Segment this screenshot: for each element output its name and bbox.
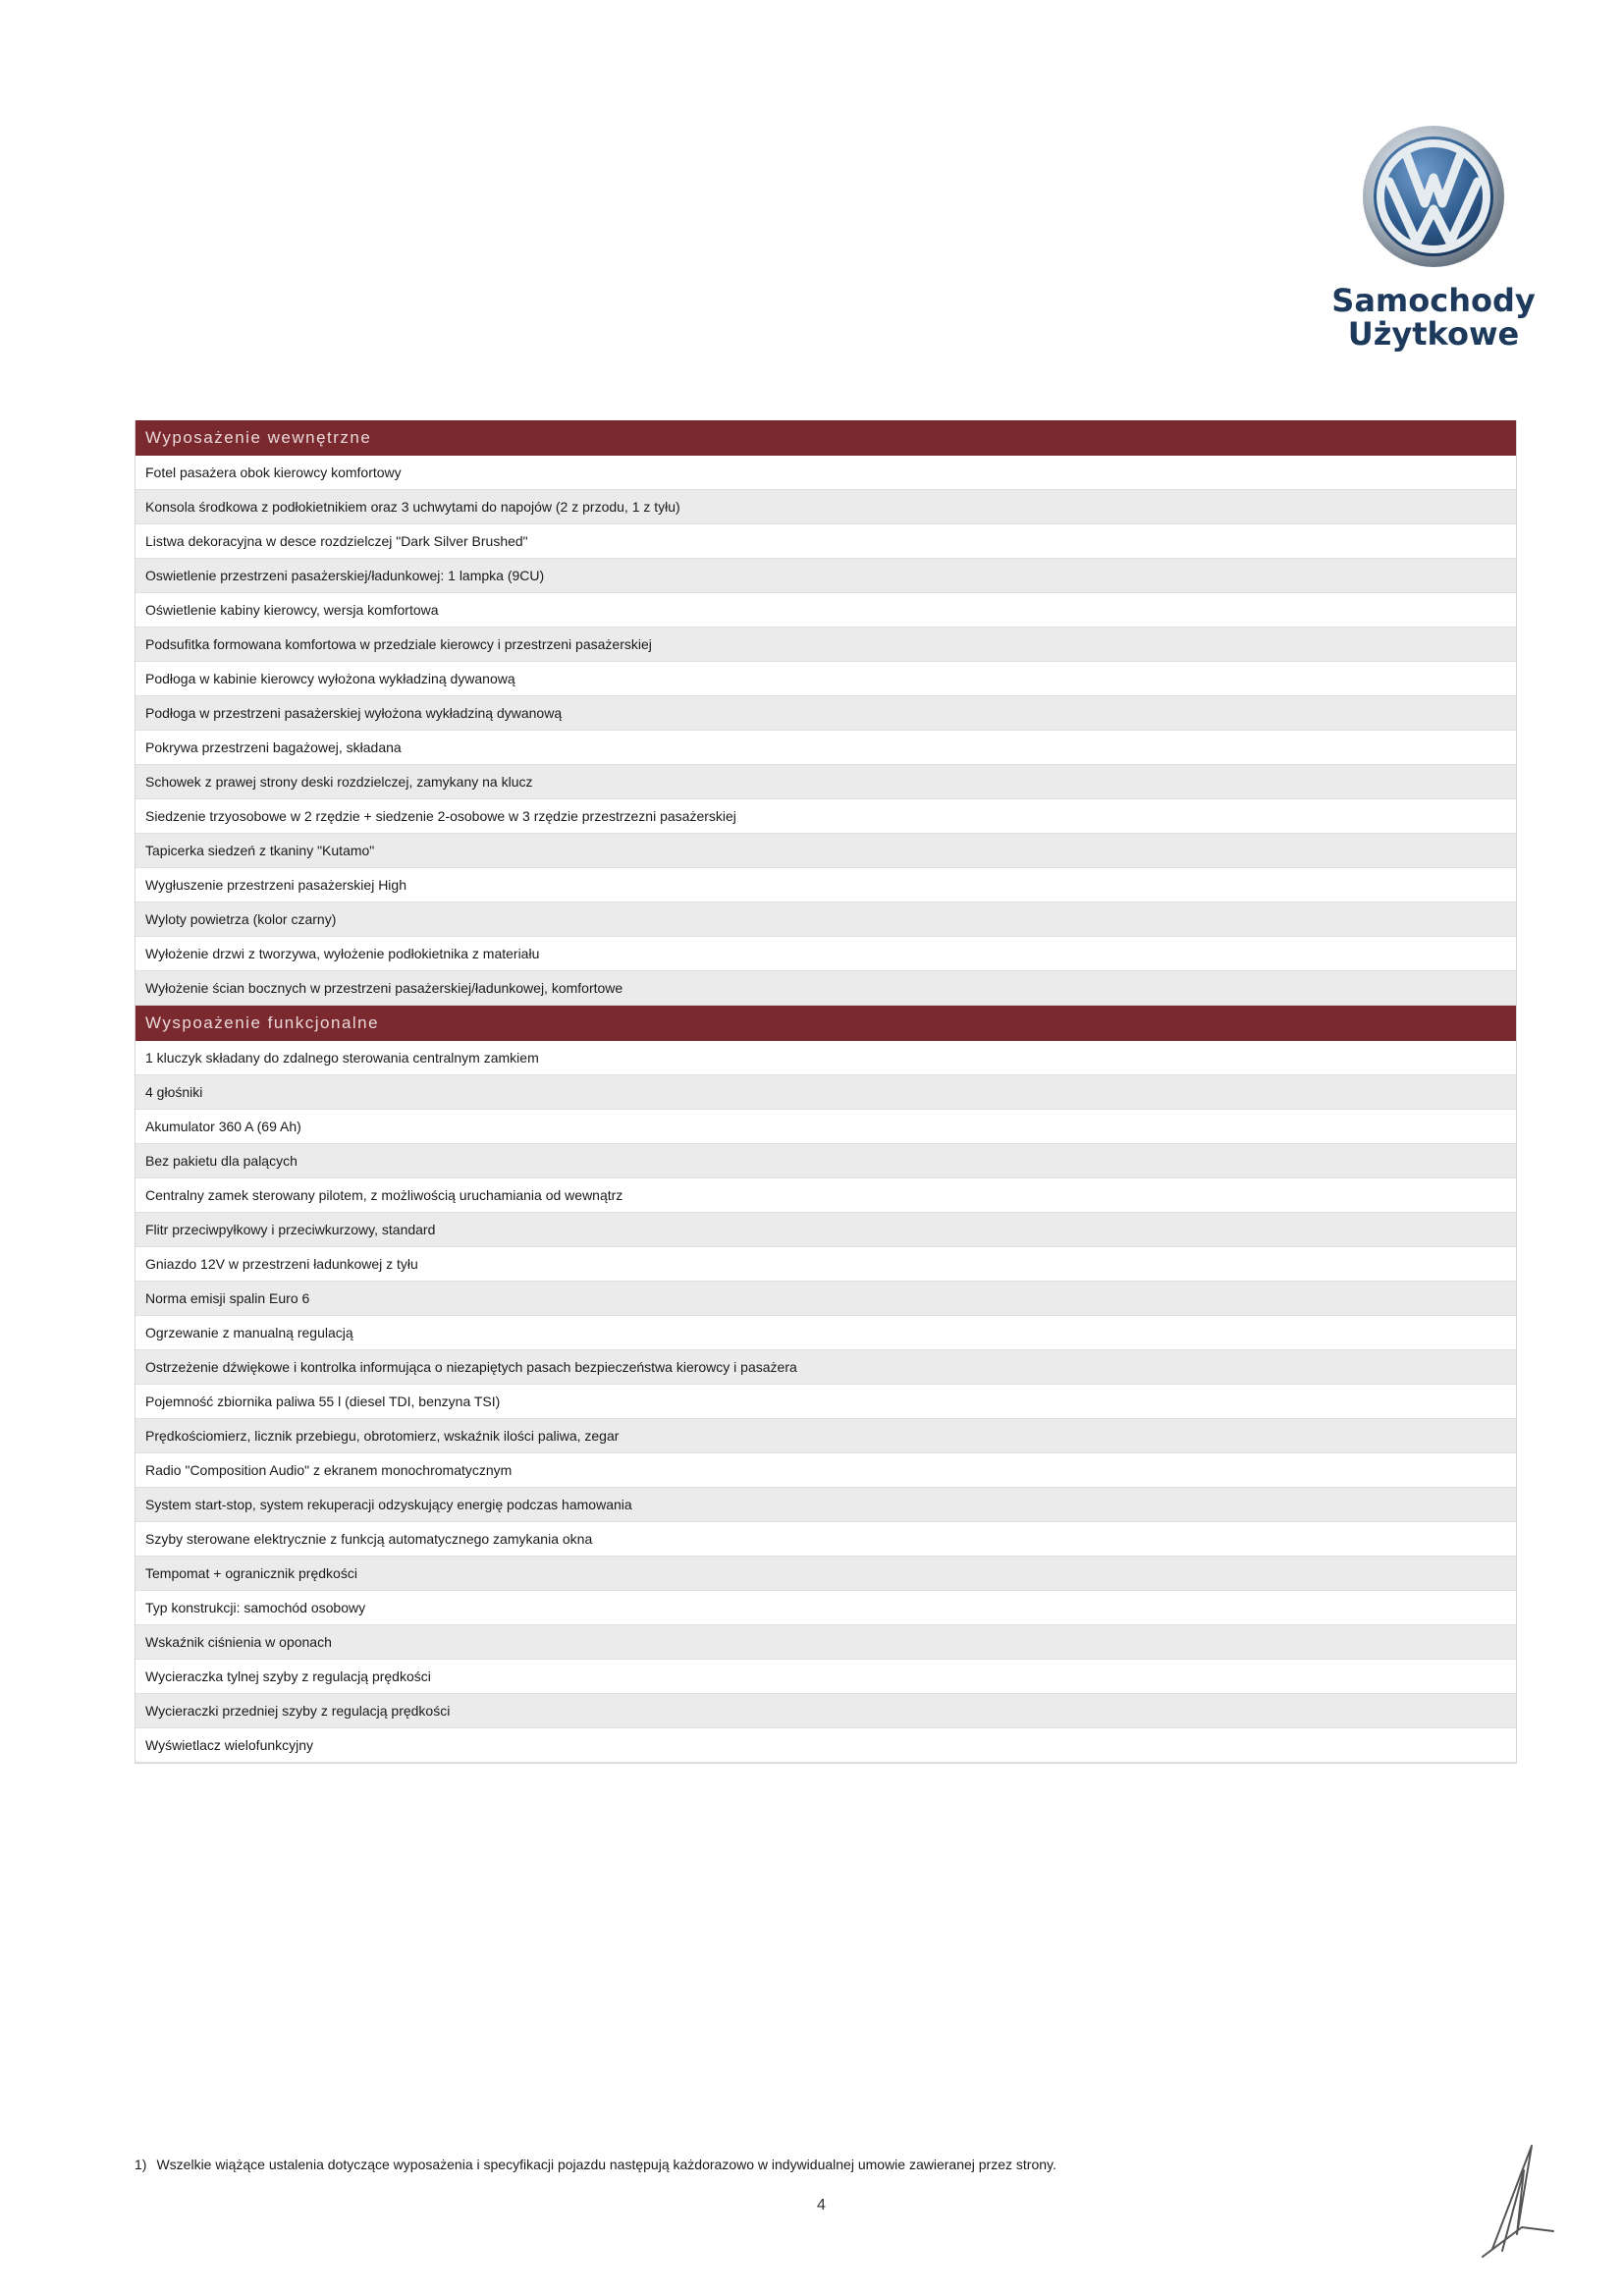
table-row: Fotel pasażera obok kierowcy komfortowy [135,456,1516,490]
table-row: Centralny zamek sterowany pilotem, z możliwością uruchamiania od wewnątrz [135,1178,1516,1213]
table-row: 4 głośniki [135,1075,1516,1110]
section-header-interior: Wyposażenie wewnętrzne [135,420,1516,456]
interior-rows [135,456,1516,1006]
table-row: Ogrzewanie z manualną regulacją [135,1316,1516,1350]
table-row: Norma emisji spalin Euro 6 [135,1282,1516,1316]
table-row: Wskaźnik ciśnienia w oponach [135,1625,1516,1660]
table-row: Wyloty powietrza (kolor czarny) [135,902,1516,937]
section-header-functional: Wyspoażenie funkcjonalne [135,1006,1516,1041]
table-row: Wycieraczki przedniej szyby z regulacją prędkości [135,1694,1516,1728]
table-row: Podłoga w przestrzeni pasażerskiej wyłożona wykładziną dywanową [135,696,1516,731]
table-row: Wyłożenie ścian bocznych w przestrzeni pasażerskiej/ładunkowej, komfortowe [135,971,1516,1006]
brand-line-1: Samochody [1331,282,1536,319]
table-row: Szyby sterowane elektrycznie z funkcją automatycznego zamykania okna [135,1522,1516,1557]
table-row: Ostrzeżenie dźwiękowe i kontrolka informująca o niezapiętych pasach bezpieczeństwa kierowcy i pasażera [135,1350,1516,1385]
table-row: Gniazdo 12V w przestrzeni ładunkowej z tyłu [135,1247,1516,1282]
signature-icon [1463,2141,1561,2269]
table-row: Oświetlenie kabiny kierowcy, wersja komfortowa [135,593,1516,628]
footnote-number: 1) [135,2157,147,2172]
functional-rows [135,1041,1516,1763]
brand-block [1316,123,1551,351]
footnote [135,2157,1056,2172]
table-row: Wyłożenie drzwi z tworzywa, wyłożenie podłokietnika z materiału [135,937,1516,971]
table-row: Pokrywa przestrzeni bagażowej, składana [135,731,1516,765]
table-row: Tempomat + ogranicznik prędkości [135,1557,1516,1591]
table-row: Radio "Composition Audio" z ekranem monochromatycznym [135,1453,1516,1488]
footnote-text: Wszelkie wiążące ustalenia dotyczące wyposażenia i specyfikacji pojazdu następują każdorazowo w indywidualnej umowie zawieranej przez strony. [156,2157,1056,2172]
table-row: Akumulator 360 A (69 Ah) [135,1110,1516,1144]
table-row: Konsola środkowa z podłokietnikiem oraz 3 uchwytami do napojów (2 z przodu, 1 z tyłu) [135,490,1516,524]
table-row: System start-stop, system rekuperacji odzyskujący energię podczas hamowania [135,1488,1516,1522]
table-row: Podsufitka formowana komfortowa w przedziale kierowcy i przestrzeni pasażerskiej [135,628,1516,662]
table-row: Prędkościomierz, licznik przebiegu, obrotomierz, wskaźnik ilości paliwa, zegar [135,1419,1516,1453]
table-row: Pojemność zbiornika paliwa 55 l (diesel TDI, benzyna TSI) [135,1385,1516,1419]
table-row: Tapicerka siedzeń z tkaniny "Kutamo" [135,834,1516,868]
table-row: Typ konstrukcji: samochód osobowy [135,1591,1516,1625]
table-row: Siedzenie trzyosobowe w 2 rzędzie + siedzenie 2-osobowe w 3 rzędzie przestrzezni pasażerskiej [135,799,1516,834]
table-row: Podłoga w kabinie kierowcy wyłożona wykładziną dywanową [135,662,1516,696]
vw-logo-icon [1360,123,1507,270]
table-row: Schowek z prawej strony deski rozdzielczej, zamykany na klucz [135,765,1516,799]
table-row: Bez pakietu dla palących [135,1144,1516,1178]
table-row: Wyświetlacz wielofunkcyjny [135,1728,1516,1763]
table-row: Flitr przeciwpyłkowy i przeciwkurzowy, standard [135,1213,1516,1247]
table-row: Wycieraczka tylnej szyby z regulacją prędkości [135,1660,1516,1694]
page-number: 4 [817,2197,826,2214]
equipment-table [135,420,1517,1764]
table-row: Listwa dekoracyjna w desce rozdzielczej "Dark Silver Brushed" [135,524,1516,559]
table-row: 1 kluczyk składany do zdalnego sterowania centralnym zamkiem [135,1041,1516,1075]
table-row: Oswietlenie przestrzeni pasażerskiej/ładunkowej: 1 lampka (9CU) [135,559,1516,593]
table-row: Wygłuszenie przestrzeni pasażerskiej High [135,868,1516,902]
brand-line-2: Użytkowe [1347,315,1520,353]
